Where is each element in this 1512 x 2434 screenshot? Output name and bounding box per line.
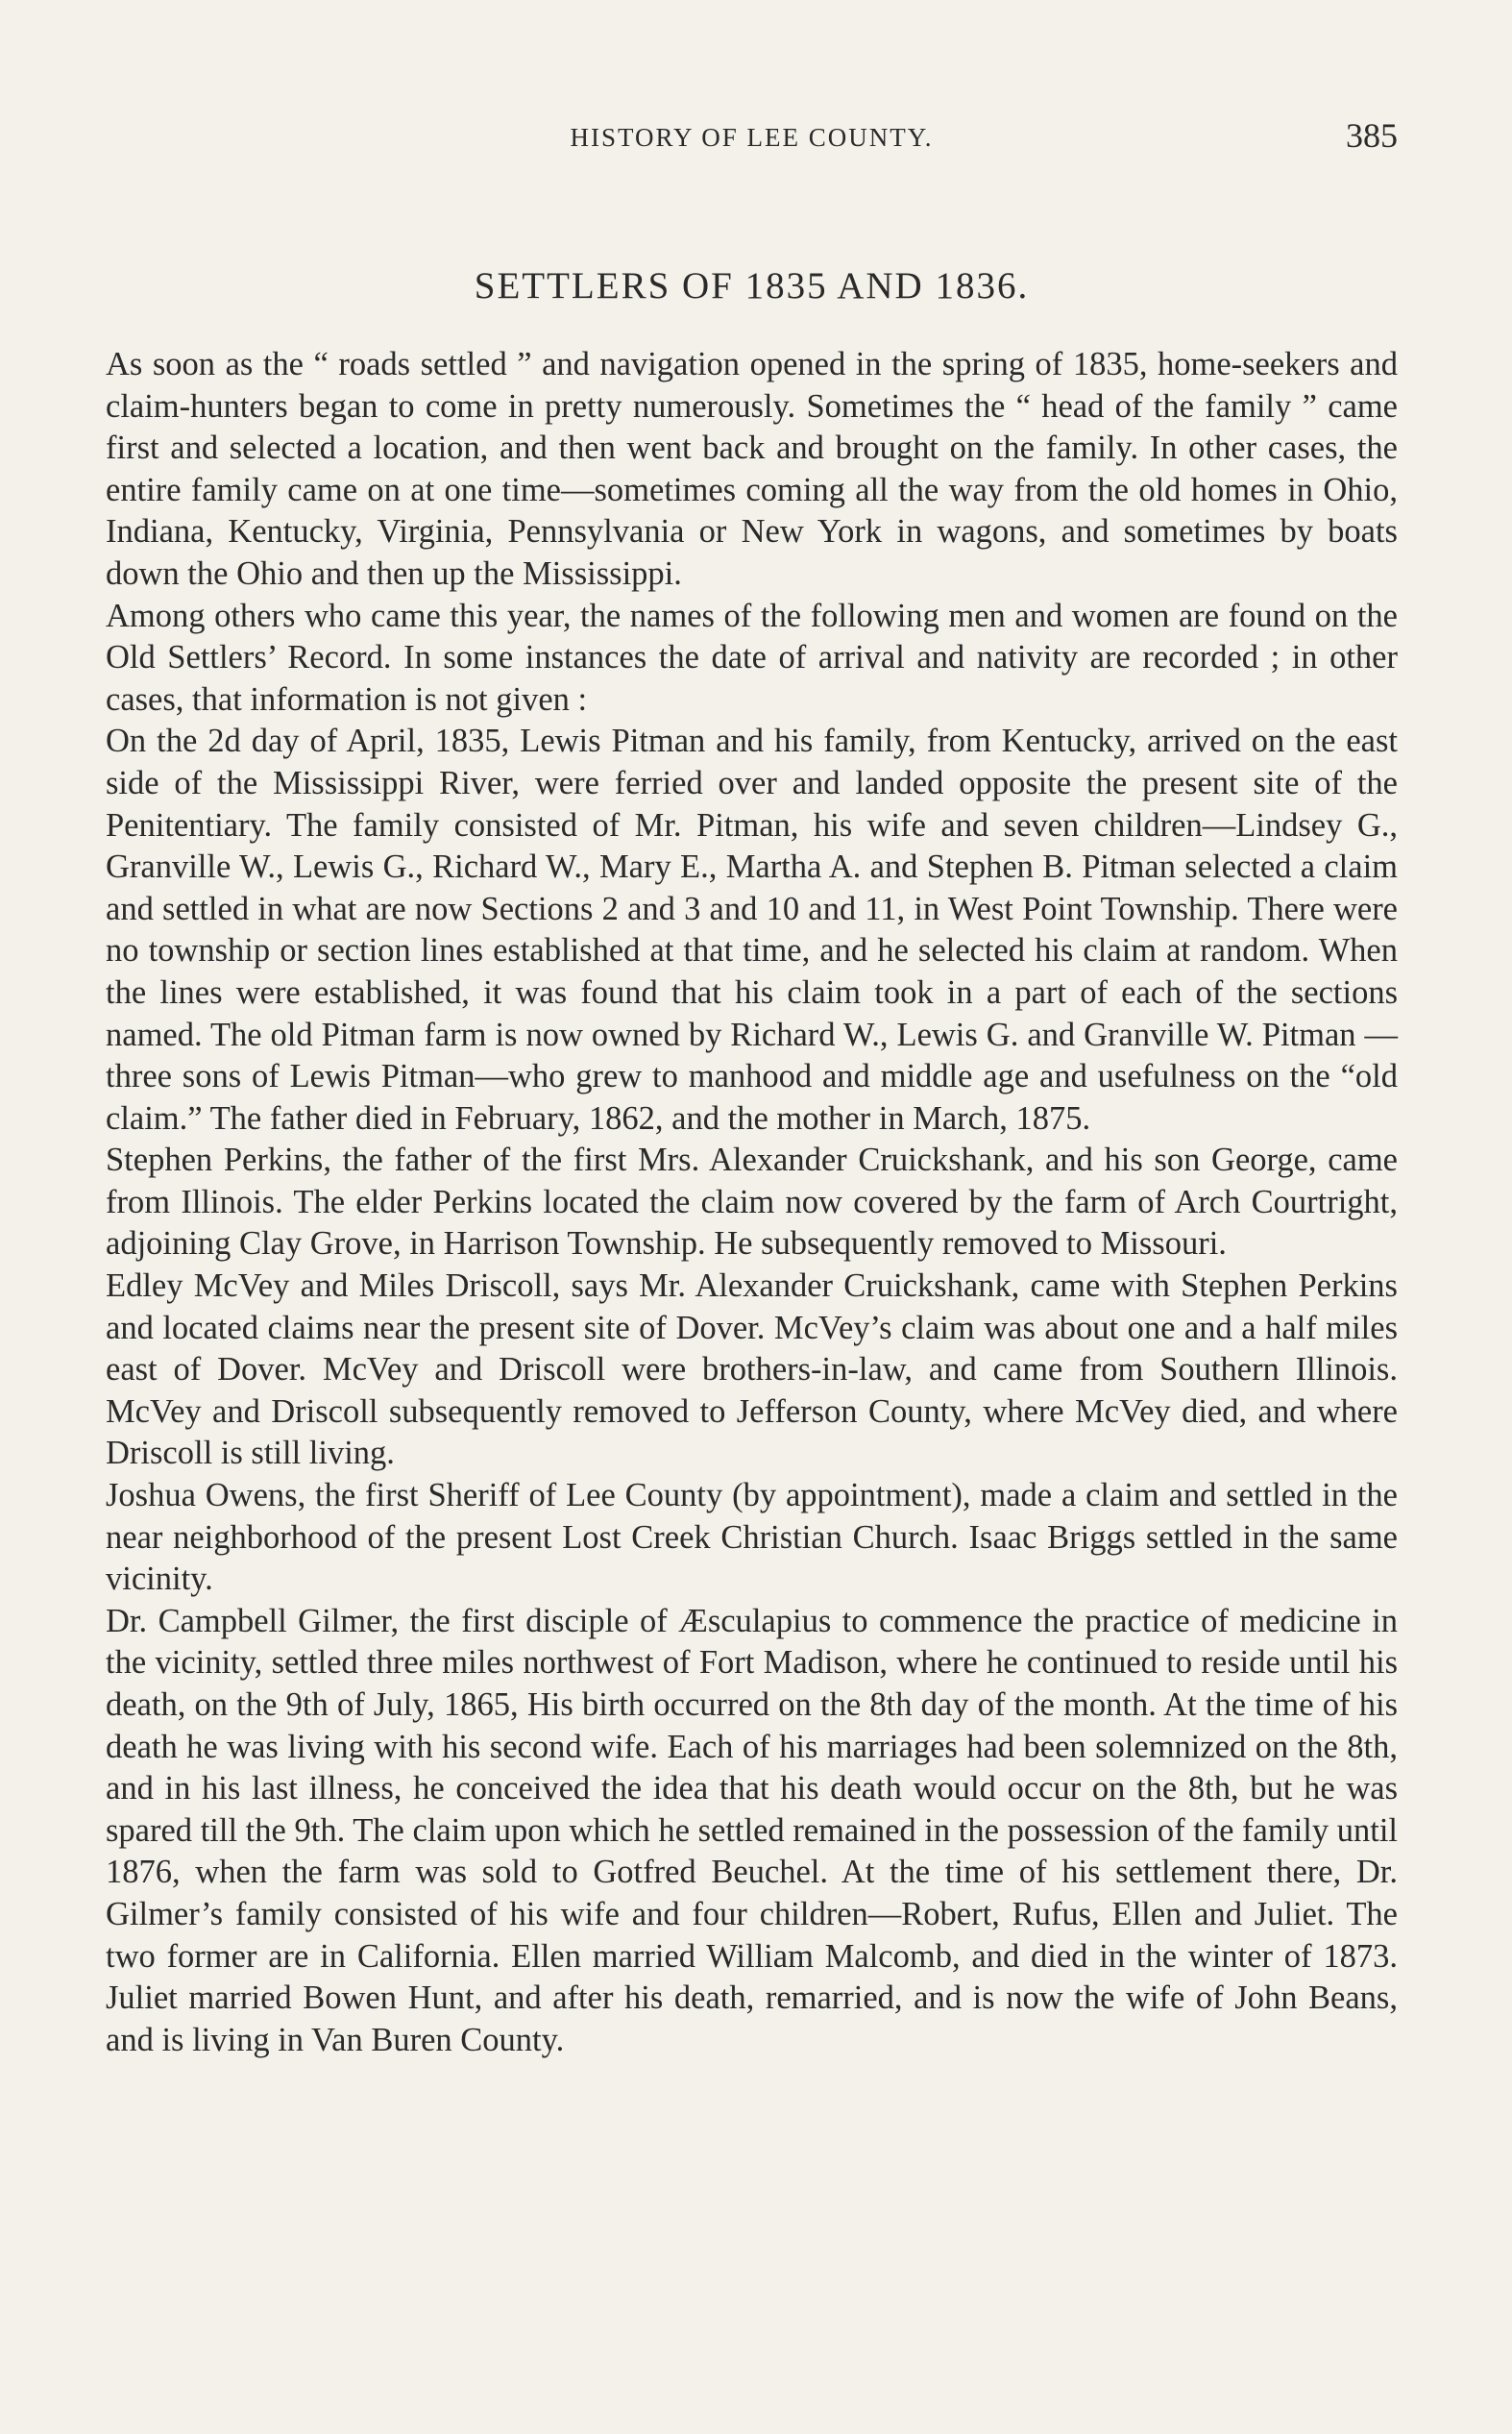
paragraph-roads-settled: As soon as the “ roads settled ” and navigation opened in the spring of 1835, home-seekers and claim-hunters began to come in pretty numerously. Sometimes the “ head of the family ” came first and selected a location, and then went back and brought on the family. In other cases, the entire family came on at one time—sometimes coming all the way from the old homes in Ohio, Indiana, Kentucky, Virginia, Pennsylvania or New York in wagons, and sometimes by boats down the Ohio and then up the Mississippi. <box>106 346 1398 592</box>
paragraph-stephen-perkins: Stephen Perkins, the father of the first Mrs. Alexander Cruickshank, and his son George, came from Illinois. The elder Perkins located the claim now covered by the farm of Arch Courtright, adjoining Clay Grove, in Harrison Township. He subsequently removed to Missouri. <box>106 1142 1398 1263</box>
paragraph-old-settlers-record: Among others who came this year, the names of the following men and women are found on the Old Settlers’ Record. In some instances the date of arrival and nativity are recorded ; in other cases, that information is not given : <box>106 597 1398 718</box>
paragraph-lewis-pitman: On the 2d day of April, 1835, Lewis Pitman and his family, from Kentucky, arrived on the east side of the Mississippi River, were ferried over and landed opposite the present site of the Penitentiary. The family consisted of Mr. Pitman, his wife and seven children—Lindsey G., Granville W., Lewis G., Richard W., Mary E., Martha A. and Stephen B. Pitman selected a claim and settled in what are now Sections 2 and 3 and 10 and 11, in West Point Township. There were no township or section lines established at that time, and he selected his claim at random. When the lines were established, it was found that his claim took in a part of each of the sections named. The old Pitman farm is now owned by Richard W., Lewis G. and Granville W. Pitman —three sons of Lewis Pitman—who grew to manhood and middle age and usefulness on the “old claim.” The father died in February, 1862, and the mother in March, 1875. <box>106 723 1398 1137</box>
book-page <box>106 115 1398 2383</box>
paragraph-campbell-gilmer: Dr. Campbell Gilmer, the first disciple of Æsculapius to commence the practice of medicine in the vicinity, settled three miles northwest of Fort Madison, where he continued to reside until his death, on the 9th of July, 1865, His birth occurred on the 8th day of the month. At the time of his death he was living with his second wife. Each of his marriages had been solemnized on the 8th, and in his last illness, he conceived the idea that his death would occur on the 8th, but he was spared till the 9th. The claim upon which he settled remained in the possession of the family until 1876, when the farm was sold to Gotfred Beuchel. At the time of his settlement there, Dr. Gilmer’s family consisted of his wife and four children—Robert, Rufus, Ellen and Juliet. The two former are in California. Ellen married William Malcomb, and died in the winter of 1873. Juliet married Bowen Hunt, and after his death, remarried, and is now the wife of John Beans, and is living in Van Buren County. <box>106 1602 1398 2058</box>
running-head <box>106 115 1398 173</box>
page-number: 385 <box>1346 116 1398 155</box>
paragraph-joshua-owens: Joshua Owens, the first Sheriff of Lee County (by appointment), made a claim and settled in the near neighborhood of the present Lost Creek Christian Church. Isaac Briggs settled in the same vicinity. <box>106 1477 1398 1598</box>
running-title: HISTORY OF LEE COUNTY. <box>570 123 934 152</box>
section-title: SETTLERS OF 1835 AND 1836. <box>474 265 1030 307</box>
paragraph-mcvey-driscoll: Edley McVey and Miles Driscoll, says Mr. Alexander Cruickshank, came with Stephen Perkins and located claims near the present site of Dover. McVey’s claim was about one and a half miles east of Dover. McVey and Driscoll were brothers-in-law, and came from Southern Illinois. McVey and Driscoll subsequently removed to Jefferson County, where McVey died, and where Driscoll is still living. <box>106 1267 1398 1472</box>
body-text <box>106 344 1398 2061</box>
